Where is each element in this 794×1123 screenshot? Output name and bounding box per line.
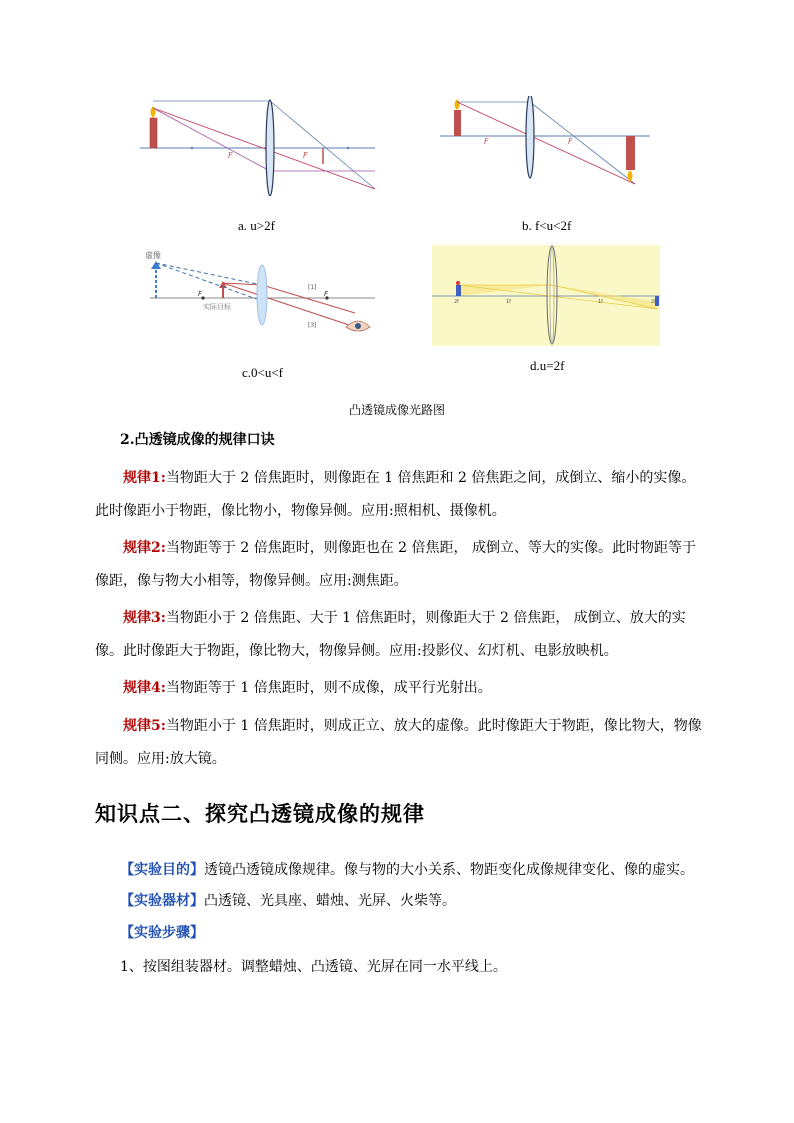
svg-text:实际目标: 实际目标 [203, 303, 231, 311]
rule-label: 规律3: [123, 610, 166, 626]
figure-d-caption: d.u=2f [530, 358, 565, 373]
rule-text: 当物距等于 2 倍焦距时，则像距也在 2 倍焦距， 成倒立、等大的实像。此时物距等于像距，像与物大小相等，物像异侧。应用:测焦距。 [95, 540, 696, 589]
purpose-label: 【实验目的】 [120, 862, 204, 878]
rule-5 [95, 710, 705, 776]
svg-text:2f: 2f [454, 299, 459, 305]
figure-c-caption: c.0<u<f [242, 365, 284, 380]
candle-flame [455, 99, 460, 110]
inverted-image-candle [626, 136, 635, 170]
convex-lens [257, 265, 267, 325]
svg-text:F: F [324, 290, 329, 298]
rule-1 [95, 462, 705, 528]
rule-text: 当物距小于 2 倍焦距、大于 1 倍焦距时，则像距大于 2 倍焦距， 成倒立、放大的实像。此时像距大于物距，像比物大，物像异侧。应用:投影仪、幻灯机、电影放映机。 [95, 610, 686, 659]
candle [456, 285, 461, 296]
svg-text:1f: 1f [506, 299, 511, 305]
figure-b-diagram [440, 96, 650, 196]
rule-label: 规律5: [123, 718, 166, 734]
svg-text:F: F [198, 290, 203, 298]
svg-text:F: F [228, 151, 233, 160]
experiment-purpose [120, 859, 694, 879]
figure-a-caption: a. u>2f [238, 218, 275, 233]
svg-text:[1]: [1] [308, 284, 317, 291]
candle-flame [151, 106, 156, 118]
figure-title: 凸透镜成像光路图 [349, 403, 446, 417]
svg-text:F: F [484, 137, 489, 146]
rule-text: 当物距等于 1 倍焦距时，则不成像，成平行光射出。 [165, 680, 492, 696]
figure-b-caption: b. f<u<2f [522, 218, 572, 233]
candle [150, 118, 157, 148]
svg-text:F: F [303, 151, 308, 160]
convex-lens [266, 100, 274, 196]
section-heading: 知识点二、探究凸透镜成像的规律 [95, 801, 425, 826]
candle [454, 110, 461, 136]
svg-text:1f: 1f [598, 299, 603, 305]
svg-text:2f: 2f [651, 299, 656, 305]
section-subheading: 2.凸透镜成像的规律口诀 [120, 432, 275, 448]
rule-label: 规律2: [123, 540, 166, 556]
experiment-steps-label [120, 922, 204, 942]
rule-label: 规律1: [123, 470, 166, 486]
figure-a-diagram [140, 96, 380, 196]
rule-4 [95, 672, 705, 705]
rule-3 [95, 602, 705, 668]
rule-2 [95, 532, 705, 598]
materials-text: 凸透镜、光具座、蜡烛、光屏、火柴等。 [204, 893, 456, 909]
svg-text:虚像: 虚像 [145, 251, 161, 260]
figure-c-diagram [140, 247, 380, 342]
materials-label: 【实验器材】 [120, 893, 204, 909]
convex-lens [526, 96, 534, 178]
figure-d-diagram [432, 245, 660, 346]
experiment-materials [120, 890, 456, 910]
rule-label: 规律4: [123, 680, 166, 696]
svg-text:F: F [568, 137, 573, 146]
steps-label: 【实验步骤】 [120, 925, 204, 941]
svg-text:[3]: [3] [308, 322, 317, 329]
rule-text: 当物距小于 1 倍焦距时，则成正立、放大的虚像。此时像距大于物距，像比物大，物像同侧。应用:放大镜。 [95, 718, 702, 767]
purpose-text: 透镜凸透镜成像规律。像与物的大小关系、物距变化成像规律变化、像的虚实。 [204, 862, 694, 878]
rule-text: 当物距大于 2 倍焦距时，则像距在 1 倍焦距和 2 倍焦距之间，成倒立、缩小的实像。此时像距小于物距，像比物小，物像异侧。应用:照相机、摄像机。 [95, 470, 696, 519]
experiment-step-1: 1、按图组装器材。调整蜡烛、凸透镜、光屏在同一水平线上。 [120, 959, 507, 975]
